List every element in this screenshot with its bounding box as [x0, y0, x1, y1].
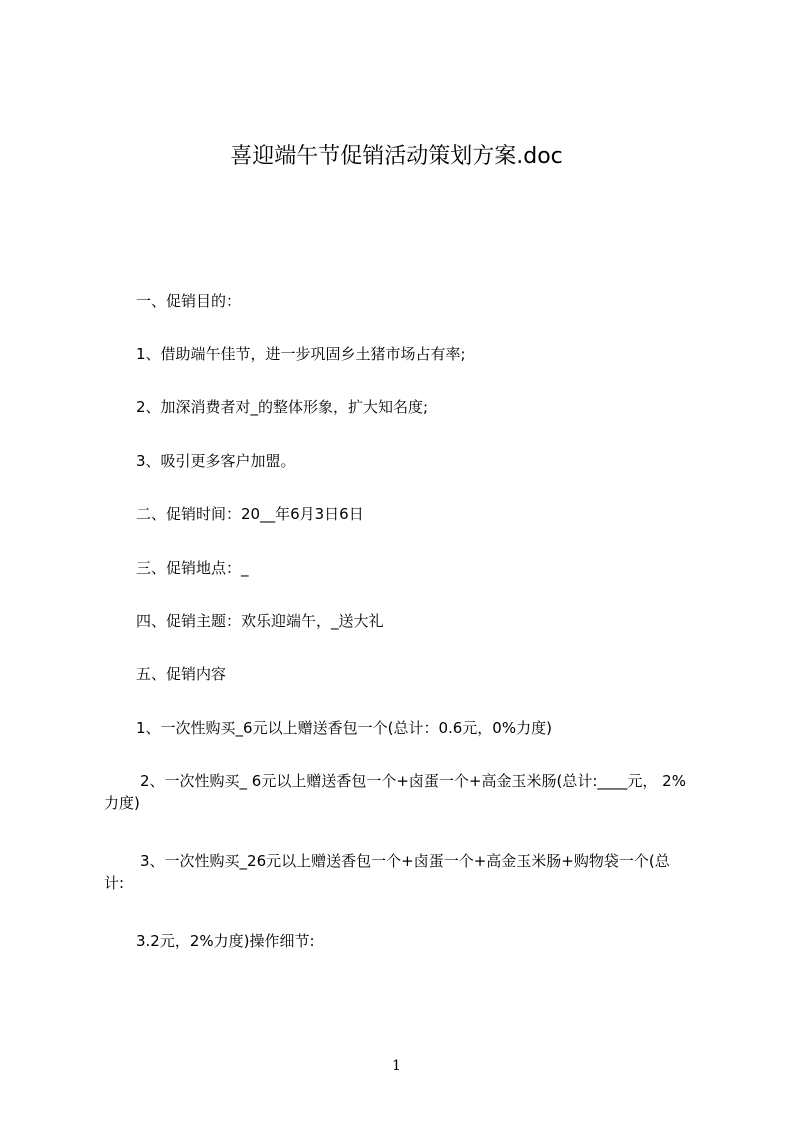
- content-item-1: 1、一次性购买_6元以上赠送香包一个(总计：0.6元，0%力度): [136, 719, 552, 737]
- purpose-item-1: 1、借助端午佳节，进一步巩固乡土猪市场占有率;: [136, 345, 466, 363]
- content-item-3: [104, 850, 670, 894]
- content-item-3-line-1: 3、一次性购买_26元以上赠送香包一个+卤蛋一个+高金玉米肠+购物袋一个(总: [140, 852, 670, 870]
- content-item-2-line-2: 力度): [104, 794, 140, 812]
- content-item-2: [104, 770, 686, 814]
- section-heading-purpose: 一、促销目的：: [136, 292, 242, 310]
- page-number: 1: [392, 1058, 401, 1074]
- section-heading-content: 五、促销内容: [136, 665, 227, 683]
- section-heading-time: 二、促销时间：20__年6月3日6日: [136, 505, 364, 523]
- purpose-item-3: 3、吸引更多客户加盟。: [136, 452, 296, 470]
- section-heading-theme: 四、促销主题：欢乐迎端午，_送大礼: [136, 612, 384, 630]
- purpose-item-2: 2、加深消费者对_的整体形象，扩大知名度;: [136, 398, 429, 416]
- section-heading-location: 三、促销地点：_: [136, 559, 249, 577]
- document-title: 喜迎端午节促销活动策划方案.doc: [230, 144, 563, 169]
- content-item-3-continuation: 3.2元，2%力度)操作细节:: [136, 932, 315, 950]
- content-item-3-line-2: 计:: [104, 874, 125, 892]
- content-item-2-line-1: 2、一次性购买_ 6元以上赠送香包一个+卤蛋一个+高金玉米肠(总计:____元， 2%: [140, 772, 686, 790]
